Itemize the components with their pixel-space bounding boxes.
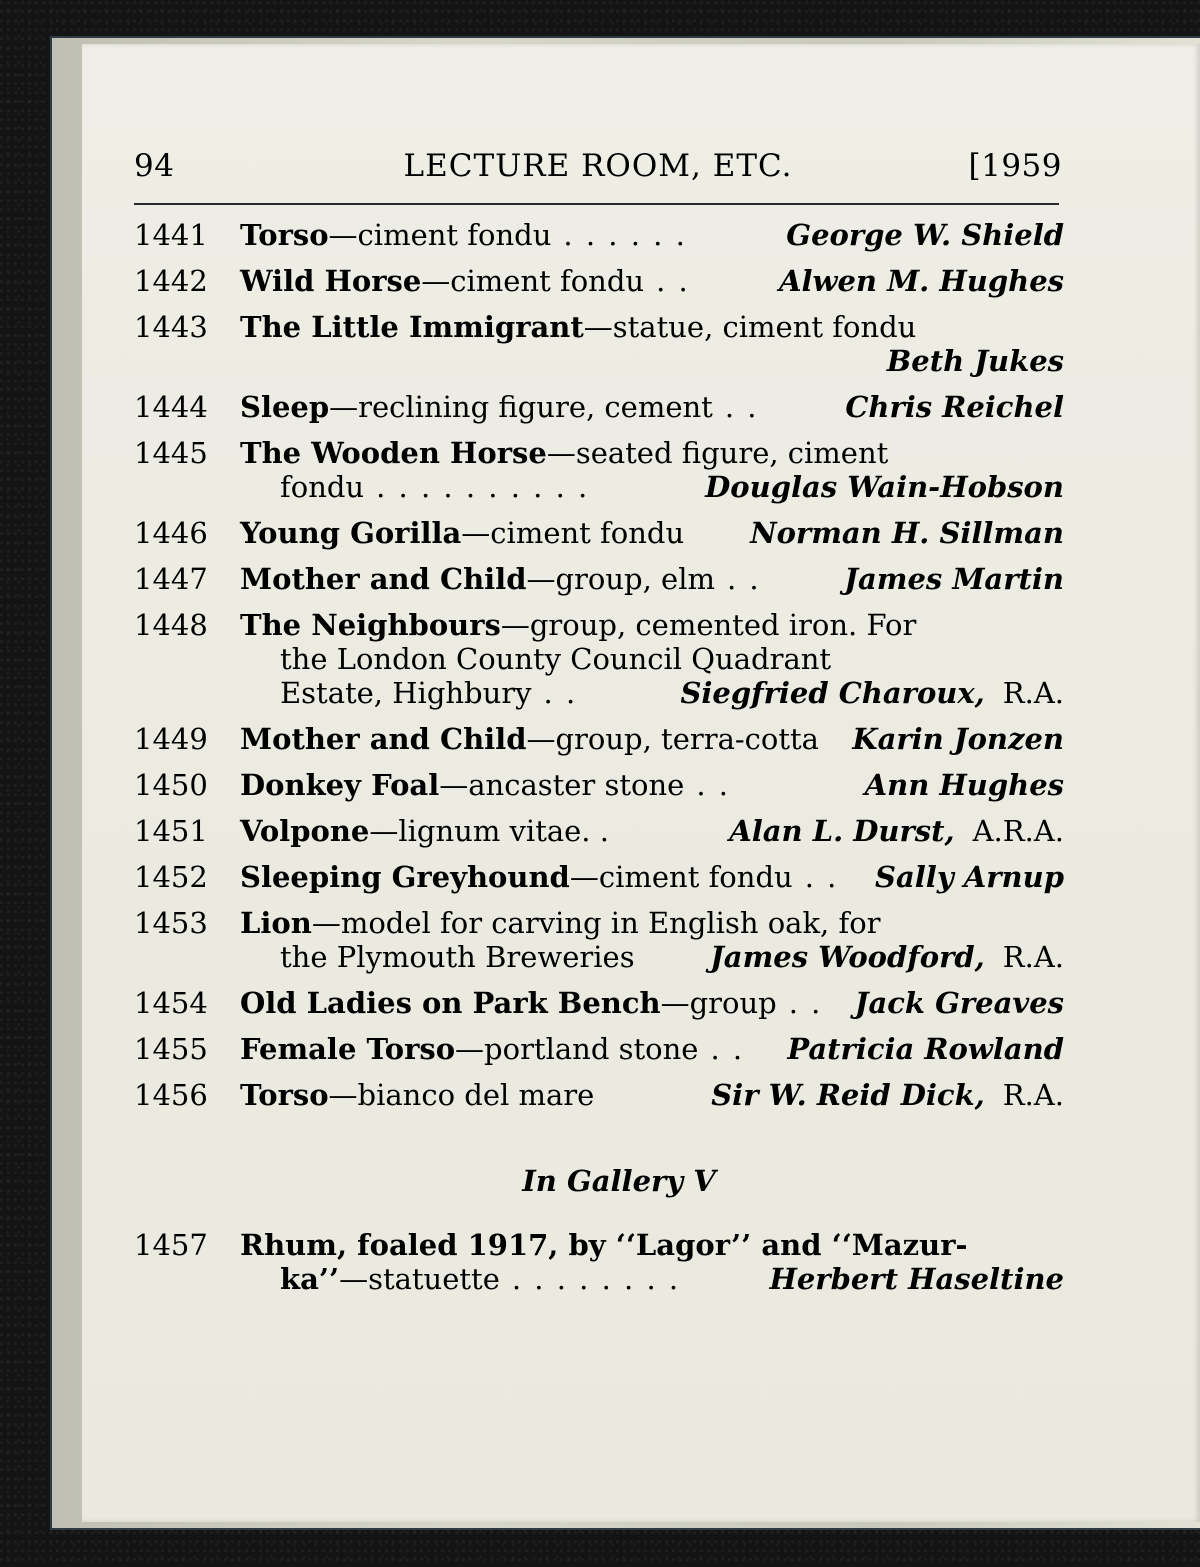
catalogue-entry [134,436,1064,504]
entry-description: —group, elm [526,562,715,596]
entry-number: 1457 [134,1228,208,1262]
entry-artist: Chris Reichel [845,390,1064,424]
entry-title: Mother and Child [240,722,527,756]
entry-title: Female Torso [240,1032,456,1066]
entry-artist: Herbert Haseltine [769,1262,1064,1296]
dot-leader: . . [724,390,759,424]
catalogue-entry [134,768,1064,802]
entry-artist: Ann Hughes [864,768,1064,802]
catalogue-entry [134,608,1064,710]
entry-artist: Jack Greaves [854,986,1064,1020]
entry-number: 1447 [134,562,208,596]
catalogue-entry [134,1078,1064,1112]
entry-description: —reclining figure, cement [329,390,713,424]
entry-title: Lion [240,906,312,940]
catalogue-entries [134,218,1064,1308]
entry-title: Torso [240,218,329,252]
entry-title: Wild Horse [240,264,422,298]
entry-artist: Karin Jonzen [852,722,1064,756]
entry-honour: A.R.A. [972,814,1064,848]
catalogue-entry [134,906,1064,974]
entry-description: —seated figure, ciment [546,436,889,470]
entry-artist: Patricia Rowland [787,1032,1064,1066]
entry-artist: Siegfried Charoux, [680,676,985,710]
running-title: LECTURE ROOM, ETC. [403,148,793,184]
dot-leader: . . [656,264,690,298]
running-head [134,148,1062,188]
entry-title: Rhum, foaled 1917, by ‘‘Lagor’’ and ‘‘Mazur- [240,1228,968,1262]
entry-description: —statuette [339,1262,500,1296]
dot-leader: . . [804,860,839,894]
entry-description: —ancaster stone [439,768,685,802]
entry-number: 1453 [134,906,208,940]
dot-leader: . . . . . . [563,218,687,252]
entry-title: The Wooden Horse [240,436,547,470]
entry-title: Young Gorilla [240,516,462,550]
catalogue-entry [134,860,1064,894]
dot-leader: . . . . . . . . . . [376,470,590,504]
entry-description: —group, cemented iron. For [500,608,917,642]
entry-title: Sleep [240,390,330,424]
entry-title: Volpone [240,814,370,848]
entry-description: —statue, ciment fondu [583,310,917,344]
entry-title: Old Ladies on Park Bench [240,986,661,1020]
catalogue-entry [134,516,1064,550]
entry-number: 1455 [134,1032,208,1066]
catalogue-entry [134,722,1064,756]
entry-description-continued: the Plymouth Breweries [280,940,635,974]
entry-artist: Douglas Wain-Hobson [705,470,1064,504]
entry-number: 1454 [134,986,208,1020]
dot-leader: . . [710,1032,745,1066]
section-heading: In Gallery V [522,1164,716,1198]
entry-number: 1456 [134,1078,208,1112]
entry-number: 1451 [134,814,208,848]
catalogue-entry [134,264,1064,298]
entry-artist: Alan L. Durst, [729,814,955,848]
catalogue-entry [134,390,1064,424]
entry-title: Mother and Child [240,562,527,596]
entry-number: 1452 [134,860,208,894]
entry-description: —ciment fondu [461,516,685,550]
catalogue-entry [134,1228,1064,1296]
entry-number: 1445 [134,436,208,470]
catalogue-entry [134,814,1064,848]
entry-honour: R.A. [1002,1078,1064,1112]
entry-description-continued: Estate, Highbury [280,676,532,710]
catalogue-entry [134,986,1064,1020]
entry-number: 1444 [134,390,208,424]
entry-number: 1443 [134,310,208,344]
dot-leader: . . [696,768,731,802]
entry-description: —group, terra-cotta [526,722,819,756]
dot-leader: . . [726,562,761,596]
entry-honour: R.A. [1002,940,1064,974]
running-year: [1959 [968,148,1062,184]
entry-number: 1446 [134,516,208,550]
entry-description-continued: fondu [280,470,365,504]
entry-description: —ciment fondu [328,218,552,252]
entry-description: —portland stone [455,1032,699,1066]
entry-description: —bianco del mare [328,1078,595,1112]
entry-title-continued: ka’’ [280,1262,340,1296]
dot-leader: . . [543,676,578,710]
dot-leader: . . [788,986,823,1020]
entry-artist: Sir W. Reid Dick, [711,1078,985,1112]
entry-title: The Neighbours [240,608,501,642]
catalogue-entry [134,310,1064,378]
entry-artist: Sally Arnup [875,860,1064,894]
entry-artist: Alwen M. Hughes [778,264,1064,298]
entry-number: 1442 [134,264,208,298]
entry-title: The Little Immigrant [240,310,584,344]
entry-title: Torso [240,1078,329,1112]
page-number: 94 [134,148,175,184]
entry-description: —lignum vitae. . [369,814,609,848]
dot-leader: . . . . . . . . [511,1262,681,1296]
catalogue-entry [134,1032,1064,1066]
entry-honour: R.A. [1002,676,1064,710]
entry-description: —ciment fondu [421,264,645,298]
header-rule [134,203,1059,205]
entry-description: —model for carving in English oak, for [311,906,881,940]
entry-artist: James Martin [844,562,1064,596]
entry-artist: George W. Shield [786,218,1064,252]
catalogue-entry [134,562,1064,596]
entry-description: —ciment fondu [569,860,793,894]
entry-number: 1441 [134,218,208,252]
entry-title: Sleeping Greyhound [240,860,570,894]
catalogue-entry [134,218,1064,252]
entry-artist: James Woodford, [710,940,985,974]
entry-number: 1450 [134,768,208,802]
entry-number: 1449 [134,722,208,756]
entry-number: 1448 [134,608,208,642]
entry-title: Donkey Foal [240,768,440,802]
entry-artist: Norman H. Sillman [750,516,1064,550]
entry-description: —group [660,986,777,1020]
entry-description-continued: the London County Council Quadrant [280,642,832,676]
entry-artist: Beth Jukes [886,344,1064,378]
